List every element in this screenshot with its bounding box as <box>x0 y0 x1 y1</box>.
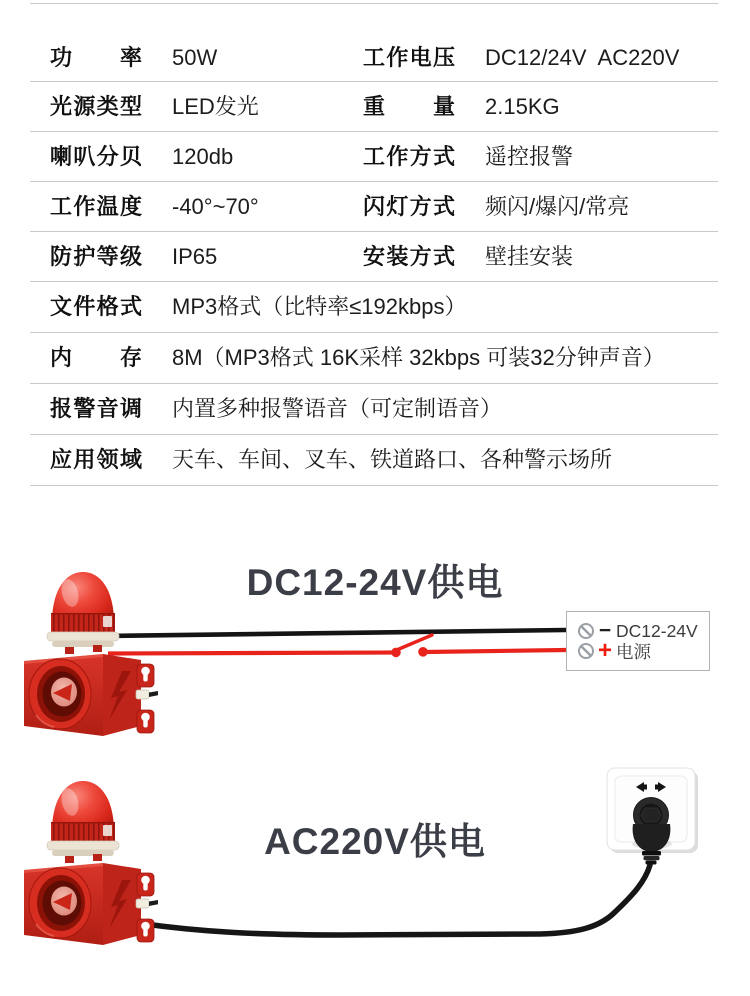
terminal-row <box>578 637 709 664</box>
spec-label: 工作电压 <box>363 44 455 70</box>
spec-cell <box>30 243 363 271</box>
spec-label: 安装方式 <box>363 243 455 269</box>
spec-cell <box>30 93 363 121</box>
spec-cell <box>363 143 718 171</box>
dc-power-terminal <box>566 611 710 671</box>
table-row <box>30 182 718 232</box>
spec-label: 防护等级 <box>50 243 142 269</box>
table-row <box>30 384 718 435</box>
spec-cell <box>363 44 718 72</box>
screw-terminal-icon <box>578 623 594 639</box>
spec-value: 8M（MP3格式 16K采样 32kbps 可装32分钟声音） <box>172 345 665 371</box>
spec-cell <box>30 143 363 171</box>
spec-value: IP65 <box>172 243 218 269</box>
spec-label: 工作温度 <box>50 193 142 219</box>
spec-label: 功率 <box>50 44 142 70</box>
spec-value: 壁挂安装 <box>485 243 574 269</box>
spec-label: 光源类型 <box>50 93 142 119</box>
spec-value: 120db <box>172 143 234 169</box>
spec-value: 天车、车间、叉车、铁道路口、各种警示场所 <box>172 447 613 473</box>
spec-value: 内置多种报警语音（可定制语音） <box>172 396 503 422</box>
terminal-label: DC12-24V <box>616 620 698 641</box>
spec-value: 遥控报警 <box>485 143 574 169</box>
table-row <box>30 82 718 132</box>
spec-label: 闪灯方式 <box>363 193 455 219</box>
spec-cell <box>363 193 718 221</box>
spec-label: 工作方式 <box>363 143 455 169</box>
power-cord <box>138 865 650 935</box>
terminal-label: 电源 <box>616 641 651 662</box>
table-row <box>30 4 718 82</box>
spec-value: 50W <box>172 44 218 70</box>
ac-wiring-diagram <box>0 760 750 996</box>
ac-section-title: AC220V供电 <box>264 821 486 862</box>
spec-cell <box>30 44 363 72</box>
spec-cell <box>30 446 612 474</box>
spec-value: -40°~70° <box>172 193 259 219</box>
spec-label: 内存 <box>50 345 142 371</box>
spec-table <box>30 3 718 486</box>
spec-cell <box>30 395 502 423</box>
spec-cell <box>30 293 467 321</box>
spec-label: 重量 <box>363 93 455 119</box>
table-row <box>30 333 718 384</box>
table-row <box>30 435 718 486</box>
dc-section-title: DC12-24V供电 <box>246 562 504 603</box>
spec-label: 文件格式 <box>50 294 142 320</box>
plus-icon: + <box>597 637 612 664</box>
spec-value: LED发光 <box>172 93 259 119</box>
alarm-siren-image <box>24 781 159 945</box>
spec-cell <box>30 193 363 221</box>
spec-label: 报警音调 <box>50 396 142 422</box>
spec-label: 喇叭分贝 <box>50 143 142 169</box>
dc-wiring-diagram <box>0 556 750 770</box>
spec-value: DC12/24V AC220V <box>485 44 680 70</box>
minus-icon: − <box>598 619 612 642</box>
spec-value: 频闪/爆闪/常亮 <box>485 193 630 219</box>
table-row <box>30 232 718 282</box>
table-row <box>30 282 718 333</box>
spec-cell <box>363 243 718 271</box>
spec-value: 2.15KG <box>485 93 560 119</box>
spec-value: MP3格式（比特率≤192kbps） <box>172 294 467 320</box>
table-row <box>30 132 718 182</box>
spec-label: 应用领域 <box>50 447 142 473</box>
ac-wires-and-socket <box>0 760 750 996</box>
spec-cell <box>30 344 665 372</box>
screw-terminal-icon <box>578 643 594 659</box>
spec-cell <box>363 93 718 121</box>
